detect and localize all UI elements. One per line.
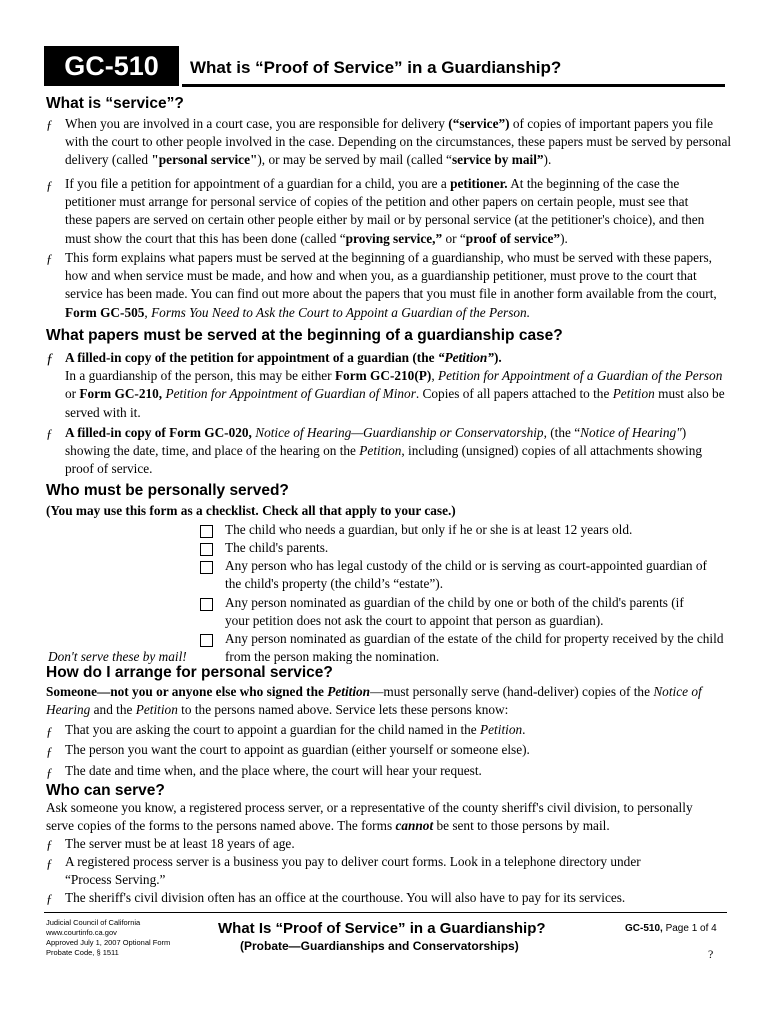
checklist-item: The child's parents. <box>225 540 329 555</box>
bullet-icon: ƒ <box>46 426 53 441</box>
form-number-badge <box>44 46 179 86</box>
footer-mark: ? <box>708 947 714 961</box>
side-note: Don't serve these by mail! <box>48 649 187 664</box>
bullet-item: A registered process server is a business you pay to deliver court forms. Look in a telephone directory under “Process Serving.” <box>65 854 641 888</box>
bullet-icon: ƒ <box>46 178 53 193</box>
paragraph: When you are involved in a court case, you are responsible for delivery (“service”) of copies of important papers you file with the court to other people involved in the case. Depending on the circumstances, these papers must be served by personal delivery (called "personal service"), or may be served by mail (called “service by mail”). <box>65 116 732 168</box>
checkbox-legal-custody[interactable] <box>200 561 213 574</box>
bullet-item: The date and time when, and the place where, the court will hear your request. <box>65 763 482 778</box>
footer-source: Judicial Council of California www.courtinfo.ca.gov Approved July 1, 2007 Optional Form Probate Code, § 1511 <box>46 918 171 957</box>
bullet-icon: ƒ <box>46 724 53 739</box>
checkbox-nominated-estate[interactable] <box>200 634 213 647</box>
bullet-icon: ƒ <box>46 744 53 759</box>
checkbox-child[interactable] <box>200 525 213 538</box>
bullet-item: The server must be at least 18 years of age. <box>65 836 295 851</box>
paragraph: A filled-in copy of Form GC-020, Notice of Hearing—Guardianship or Conservatorship, (the “Notice of Hearing") showing the date, time, and place of the hearing on the Petition, including (unsigned) copies of all attachments showing proof of service. <box>65 425 703 477</box>
heading-arrange-service: How do I arrange for personal service? <box>46 664 333 681</box>
bullet-icon: ƒ <box>46 765 53 780</box>
bullet-icon: ƒ <box>46 351 54 367</box>
paragraph: This form explains what papers must be served at the beginning of a guardianship, who must be served with these papers, how and when service must be made, and how and when you, as a guardianship petitioner, must prove to the court that service has been made. You can find out more about the papers that you must file in another form available from the court, Form GC-505, Forms You Need to Ask the Court to Appoint a Guardian of the Person. <box>65 250 717 320</box>
paragraph: If you file a petition for appointment of a guardian for a child, you are a petitioner. At the beginning of the case the petitioner must arrange for personal service of copies of the petition and other papers on certain people, must see that these papers are served on certain other people either by mail or by personal service (at the petitioner's choice), and then must show the court that this has been done (called “proving service,” or “proof of service”). <box>65 176 705 246</box>
footer-title: What Is “Proof of Service” in a Guardianship? <box>218 920 546 937</box>
checklist-item: The child who needs a guardian, but only if he or she is at least 12 years old. <box>225 522 633 537</box>
bullet-item: The person you want the court to appoint as guardian (either yourself or someone else). <box>65 742 530 757</box>
heading-what-is-service: What is “service”? <box>46 95 184 112</box>
checkbox-nominated-guardian[interactable] <box>200 598 213 611</box>
page-title: What is “Proof of Service” in a Guardianship? <box>190 58 562 77</box>
bullet-icon: ƒ <box>46 837 53 852</box>
checklist-instruction: (You may use this form as a checklist. Check all that apply to your case.) <box>46 503 456 518</box>
checkbox-parents[interactable] <box>200 543 213 556</box>
bullet-icon: ƒ <box>46 891 53 906</box>
paragraph: Ask someone you know, a registered process server, or a representative of the county sheriff's civil division, to personally serve copies of the forms to the persons named above. The forms cannot be sent to those persons by mail. <box>46 800 693 834</box>
header-rule <box>182 84 725 87</box>
footer-rule <box>44 912 727 913</box>
heading-personally-served: Who must be personally served? <box>46 482 289 499</box>
bullet-item: That you are asking the court to appoint a guardian for the child named in the Petition. <box>65 722 526 737</box>
heading-who-can-serve: Who can serve? <box>46 782 165 799</box>
checklist-item: Any person nominated as guardian of the estate of the child for property received by the child from the person making the nomination. <box>225 631 724 665</box>
footer-subtitle: (Probate—Guardianships and Conservatorships) <box>240 939 519 953</box>
bullet-icon: ƒ <box>46 251 53 266</box>
checklist-item: Any person nominated as guardian of the child by one or both of the child's parents (if your petition does not ask the court to appoint that person as guardian). <box>225 595 684 629</box>
footer-page-number: GC-510, Page 1 of 4 <box>625 923 717 934</box>
bullet-icon: ƒ <box>46 117 53 132</box>
checklist-item: Any person who has legal custody of the child or is serving as court-appointed guardian of the child's property (the child’s “estate”). <box>225 558 707 592</box>
bullet-icon: ƒ <box>46 856 53 871</box>
heading-what-papers: What papers must be served at the beginning of a guardianship case? <box>46 327 563 344</box>
paragraph: Someone—not you or anyone else who signed the Petition—must personally serve (hand-deliver) copies of the Notice of Hearing and the Petition to the persons named above. Service lets these persons know: <box>46 684 702 718</box>
paragraph: A filled-in copy of the petition for appointment of a guardian (the “Petition”). In a guardianship of the person, this may be either Form GC-210(P), Petition for Appointment of a Guardian of the Person or Form GC-210, Petition for Appointment of Guardian of Minor. Copies of all papers attached to the Petition must also be served with it. <box>65 350 725 420</box>
bullet-item: The sheriff's civil division often has an office at the courthouse. You will also have to pay for its services. <box>65 890 626 905</box>
form-number: GC-510 <box>64 51 159 81</box>
